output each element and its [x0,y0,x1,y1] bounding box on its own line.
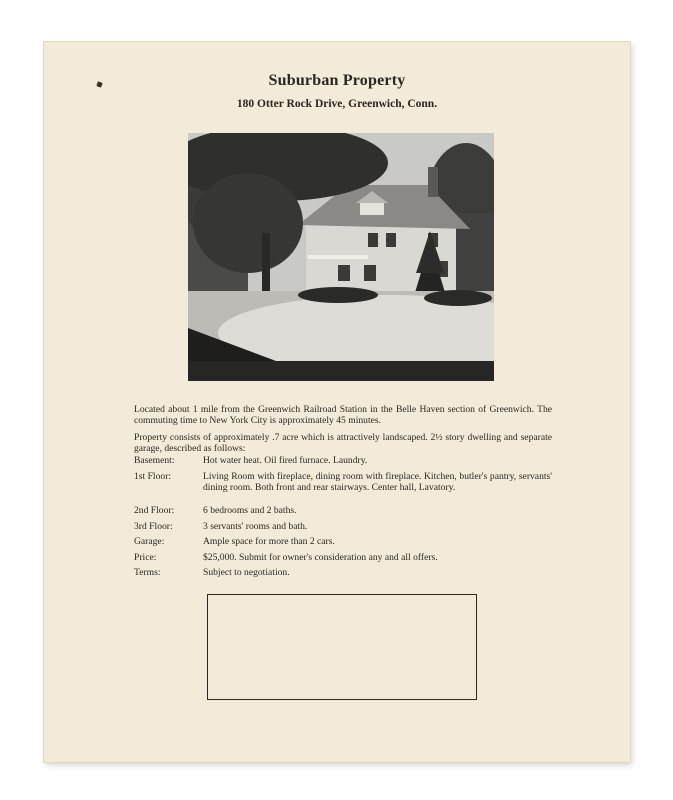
detail-label: Terms: [134,567,161,578]
document-sheet [44,42,630,762]
detail-label: Basement: [134,455,175,466]
detail-value: Living Room with fireplace, dining room with fireplace. Kitchen, butler's pantry, servants' dining room. Both front and rear stairways. Center hall, Lavatory. [203,471,552,493]
detail-label: Garage: [134,536,165,547]
location-paragraph: Located about 1 mile from the Greenwich Railroad Station in the Belle Haven section of Greenwich. The commuting time to New York City is approximately 45 minutes. [134,404,552,426]
detail-value: Subject to negotiation. [203,567,290,578]
detail-label: 1st Floor: [134,471,172,482]
detail-value: 3 servants' rooms and bath. [203,521,308,532]
property-address: 180 Otter Rock Drive, Greenwich, Conn. [236,98,438,110]
detail-value: Ample space for more than 2 cars. [203,536,335,547]
detail-value: 6 bedrooms and 2 baths. [203,505,297,516]
detail-value: $25,000. Submit for owner's consideration any and all offers. [203,552,438,563]
blank-stamp-box [207,594,477,700]
page-title: Suburban Property [268,72,406,89]
detail-label: 2nd Floor: [134,505,175,516]
detail-value: Hot water heat. Oil fired furnace. Laundry. [203,455,368,466]
property-paragraph: Property consists of approximately .7 acre which is attractively landscaped. 2½ story dwelling and separate garage, described as follows: [134,432,552,454]
house-photo [188,133,494,381]
detail-label: Price: [134,552,157,563]
detail-label: 3rd Floor: [134,521,173,532]
